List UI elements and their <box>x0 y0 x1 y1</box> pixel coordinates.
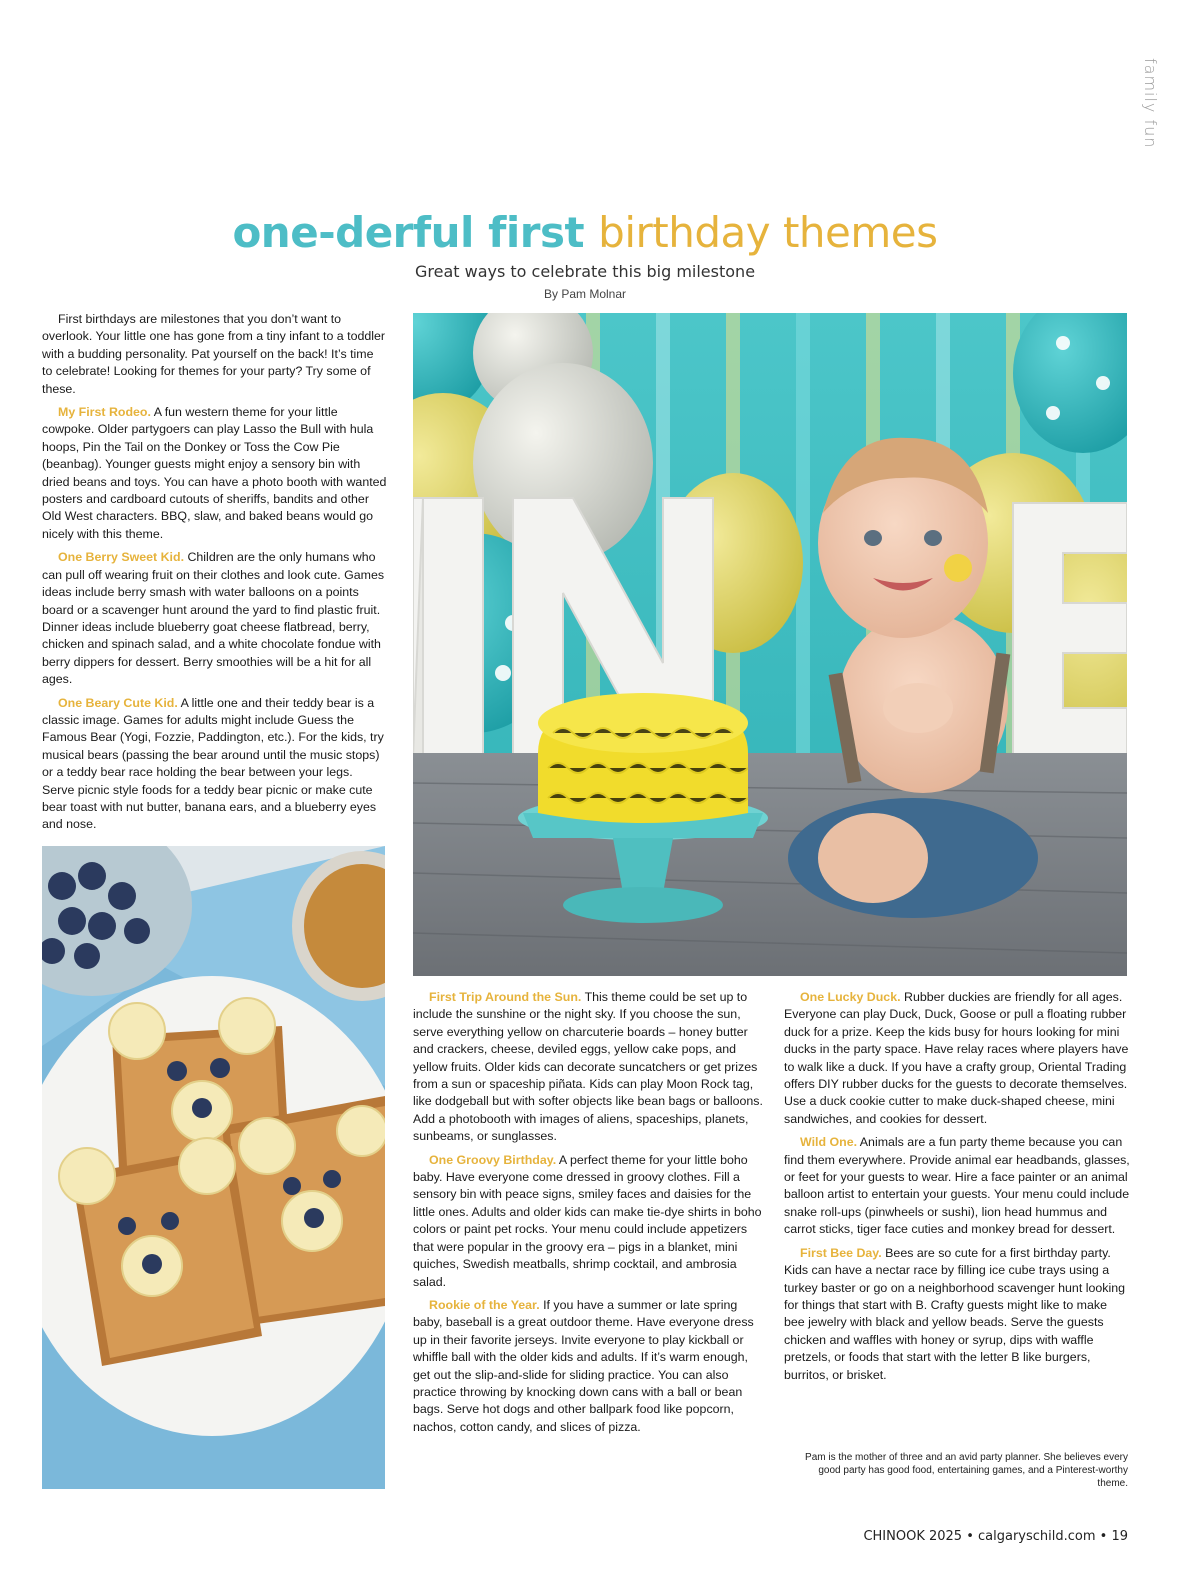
theme-title: One Groovy Birthday. <box>429 1152 557 1167</box>
theme-paragraph <box>413 1152 765 1291</box>
theme-body: A fun western theme for your little cowpoke. Older partygoers can play Lasso the Bull with hula hoops, Pin the Tail on the Donkey or Toss the Cow Pie (beanbag). Younger guests might enjoy a sensory bin with dried beans and toys. You can have a photo booth with wanted posters and cardboard cutouts of sheriffs, bandits and other Old West characters. BBQ, slaw, and baked beans would go nicely with this theme. <box>42 405 387 541</box>
column-left <box>42 311 387 840</box>
section-tag: family fun <box>1141 58 1160 149</box>
theme-body: Children are the only humans who can pull off wearing fruit on their clothes and look cute. Games ideas include berry smash with water balloons on a points board or a scavenger hunt around the yard to find plastic fruit. Dinner ideas include blueberry goat cheese flatbread, berry, chicken and spinach salad, and a white chocolate fondue with berry dippers for dessert. Berry smoothies will be a hit for all ages. <box>42 550 385 687</box>
baby-cake-illustration <box>413 313 1127 976</box>
theme-title: One Lucky Duck. <box>800 990 901 1004</box>
theme-paragraph <box>784 1134 1130 1238</box>
subtitle: Great ways to celebrate this big milestone <box>414 262 756 281</box>
theme-paragraph <box>784 989 1130 1128</box>
theme-title: First Bee Day. <box>800 1245 882 1260</box>
theme-body: Animals are a fun party theme because you can find them everywhere. Provide animal ear headbands, glasses, or feet for your guests to wear. Hire a face painter or an animal balloon artist to entertain your guests. Your menu could include snake roll-ups (pinwheels or sushi), lion head hummus and carrot sticks, tiger face cuties and monkey bread for dessert. <box>784 1135 1130 1237</box>
column-right <box>784 989 1130 1390</box>
headline-part2: birthday themes <box>598 208 938 257</box>
theme-body: A perfect theme for your little boho baby. Have everyone come dressed in groovy clothes. Fill a sensory bin with peace signs, smiley faces and daisies for the little ones. Adults and older kids can make tie-dye shirts in boho colors or paint pet rocks. Your menu could include appetizers that were popular in the groovy era – pigs in a blanket, mini quiches, Swedish meatballs, shrimp cocktail, and ambrosia salad. <box>413 1152 762 1289</box>
theme-title: My First Rodeo. <box>58 405 151 420</box>
theme-title: Rookie of the Year. <box>429 1297 540 1312</box>
theme-title: One Beary Cute Kid. <box>58 695 178 710</box>
baby-cake-photo <box>413 313 1127 976</box>
theme-title: Wild One. <box>800 1135 858 1150</box>
byline: By Pam Molnar <box>543 287 627 301</box>
theme-body: This theme could be set up to include the sunshine or the night sky. If you choose the sun, serve everything yellow on charcuterie boards – honey butter and crackers, cheese, deviled eggs, yellow cake pops, and yellow fruits. Older kids can decorate suncatchers or get prizes from a sun or spaceship piñata. Kids can play Moon Rock tag, like dodgeball but with softer objects like bean bags or balloons. Add a photobooth with images of aliens, spaceships, planets, sunbeams, or sunglasses. <box>413 990 763 1144</box>
theme-title: First Trip Around the Sun. <box>429 990 582 1004</box>
theme-body: A little one and their teddy bear is a classic image. Games for adults might include Guess the Famous Bear (Yogi, Fozzie, Paddington, etc.). For the kids, try musical bears (passing the bear around until the music stops) or a teddy bear race holding the bear between your legs. Serve picnic style foods for a teddy bear picnic or make cute bear toast with nut butter, banana ears, and a blueberry eyes and nose. <box>42 695 384 832</box>
theme-title: One Berry Sweet Kid. <box>58 550 185 565</box>
bear-toast-photo <box>42 846 385 1489</box>
theme-paragraph <box>42 404 387 543</box>
theme-paragraph <box>784 1245 1130 1384</box>
column-middle <box>413 989 765 1442</box>
theme-body: If you have a summer or late spring baby, baseball is a great outdoor theme. Have everyone dress up in their favorite jerseys. Invite everyone to play kickball or whiffle ball with the older kids and adults. If it’s warm enough, get out the slip-and-slide for sliding practice. You can also practice throwing by knocking down cans with a ball or bean bags. Serve hot dogs and other ballpark food like popcorn, nachos, cotton candy, and slices of pizza. <box>413 1297 754 1434</box>
page-footer: CHINOOK 2025 • calgaryschild.com • 19 <box>863 1529 1128 1544</box>
theme-paragraph <box>413 989 765 1146</box>
theme-body: Rubber duckies are friendly for all ages. Everyone can play Duck, Duck, Goose or pull a floating rubber duck for a prize. Keep the kids busy for hours looking for mini ducks in the party space. Have relay races where players have to walk like a duck. If you have a crafty group, Oriental Trading offers DIY rubber ducks for the guests to decorate themselves. Use a duck cookie cutter to make duck-shaped cheese, mini sandwiches, and cookies for dessert. <box>784 990 1129 1126</box>
bear-toast-illustration <box>42 846 385 1489</box>
theme-paragraph <box>42 695 387 834</box>
theme-paragraph <box>42 549 387 688</box>
theme-body: Bees are so cute for a first birthday party. Kids can have a nectar race by filling ice cube trays using a turkey baster or go on a neighborhood scavenger hunt looking for things that start with B. Crafty guests might like to make bee jewelry with black and yellow beads. Serve the guests chicken and waffles with honey or syrup, dips with waffle pretzels, or foods that start with the letter B like burgers, burritos, or brisket. <box>784 1245 1125 1382</box>
author-bio: Pam is the mother of three and an avid party planner. She believes every good party has good food, entertaining games, and a Pinterest-worthy theme. <box>805 1452 1128 1489</box>
headline-part1: one-derful first <box>232 208 585 257</box>
theme-paragraph <box>413 1297 765 1436</box>
headline <box>0 208 1170 257</box>
intro-paragraph: First birthdays are milestones that you don’t want to overlook. Your little one has gone from a tiny infant to a toddler with a budding personality. Pat yourself on the back! It’s time to celebrate! Looking for themes for your party? Try some of these. <box>42 312 386 396</box>
